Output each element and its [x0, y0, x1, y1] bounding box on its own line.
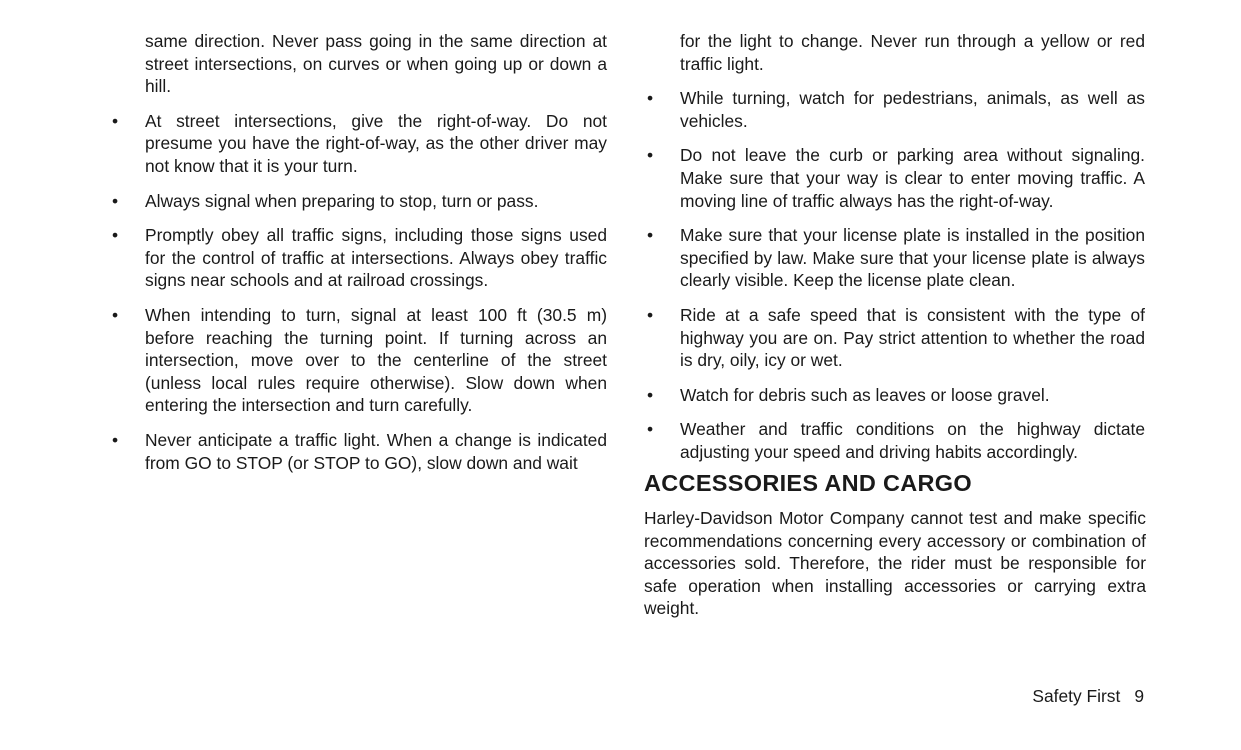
- list-item: [646, 144, 1145, 212]
- footer-section-name: Safety First: [1032, 686, 1121, 706]
- list-item: [646, 224, 1145, 292]
- bullet-icon: •: [646, 88, 654, 109]
- list-item-text: Do not leave the curb or parking area without signaling. Make sure that your way is clear to enter moving traffic. A moving line of traffic always has the right-of-way.: [680, 145, 1145, 211]
- bullet-icon: •: [646, 304, 654, 325]
- left-column: [111, 30, 607, 486]
- list-item-text: Always signal when preparing to stop, turn or pass.: [145, 190, 539, 211]
- bullet-icon: •: [111, 429, 119, 450]
- list-item-text: Weather and traffic conditions on the highway dictate adjusting your speed and driving habits accordingly.: [680, 419, 1145, 462]
- list-item: [646, 384, 1145, 407]
- bullet-icon: •: [111, 110, 119, 131]
- list-item-text: Never anticipate a traffic light. When a change is indicated from GO to STOP (or STOP to GO), slow down and wait: [145, 429, 607, 473]
- list-item-text: At street intersections, give the right-of-way. Do not presume you have the right-of-way, as the other driver may not know that it is your turn.: [145, 110, 607, 176]
- list-item-text: While turning, watch for pedestrians, animals, as well as vehicles.: [680, 88, 1145, 131]
- list-item: [646, 87, 1145, 132]
- bullet-icon: •: [646, 145, 654, 166]
- section-heading: ACCESSORIES AND CARGO: [644, 470, 972, 496]
- list-item: [646, 304, 1145, 372]
- right-column: [646, 30, 1145, 476]
- left-continuation-text: same direction. Never pass going in the same direction at street intersections, on curves or when going up or down a hill.: [145, 31, 607, 97]
- list-item: [111, 224, 607, 292]
- bullet-icon: •: [646, 225, 654, 246]
- bullet-icon: •: [646, 384, 654, 405]
- page-number: 9: [1134, 686, 1144, 706]
- bullet-icon: •: [111, 304, 119, 325]
- list-item-text: Ride at a safe speed that is consistent with the type of highway you are on. Pay strict attention to whether the road is dry, oily, icy or wet.: [680, 304, 1145, 371]
- list-item: [646, 418, 1145, 463]
- left-bullet-list: [111, 110, 607, 474]
- accessories-cargo-section: [644, 468, 1146, 620]
- list-item: [111, 110, 607, 178]
- list-item-text: Promptly obey all traffic signs, including those signs used for the control of traffic at intersections. Always obey traffic signs near schools and at railroad crossings.: [145, 225, 607, 291]
- list-item-text: Watch for debris such as leaves or loose gravel.: [680, 384, 1050, 405]
- bullet-icon: •: [646, 419, 654, 440]
- list-item: [111, 429, 607, 474]
- list-item-text: When intending to turn, signal at least 100 ft (30.5 m) before reaching the turning point. If turning across an intersection, move over to the centerline of the street (unless local rules require otherwise). Slow down when entering the intersection and turn carefully.: [145, 304, 607, 416]
- list-item: [111, 304, 607, 417]
- list-item: [111, 190, 607, 213]
- bullet-icon: •: [111, 190, 119, 211]
- right-continuation-text: for the light to change. Never run through a yellow or red traffic light.: [680, 31, 1145, 74]
- right-bullet-list: [646, 87, 1145, 463]
- list-item-text: Make sure that your license plate is installed in the position specified by law. Make sure that your license plate is always clearly visible. Keep the license plate clean.: [680, 225, 1145, 291]
- bullet-icon: •: [111, 225, 119, 246]
- page-footer: [1032, 685, 1144, 707]
- section-body: Harley-Davidson Motor Company cannot test and make specific recommendations concerning every accessory or combination of accessories sold. Therefore, the rider must be responsible for safe operation when installing accessories or carrying extra weight.: [644, 508, 1146, 619]
